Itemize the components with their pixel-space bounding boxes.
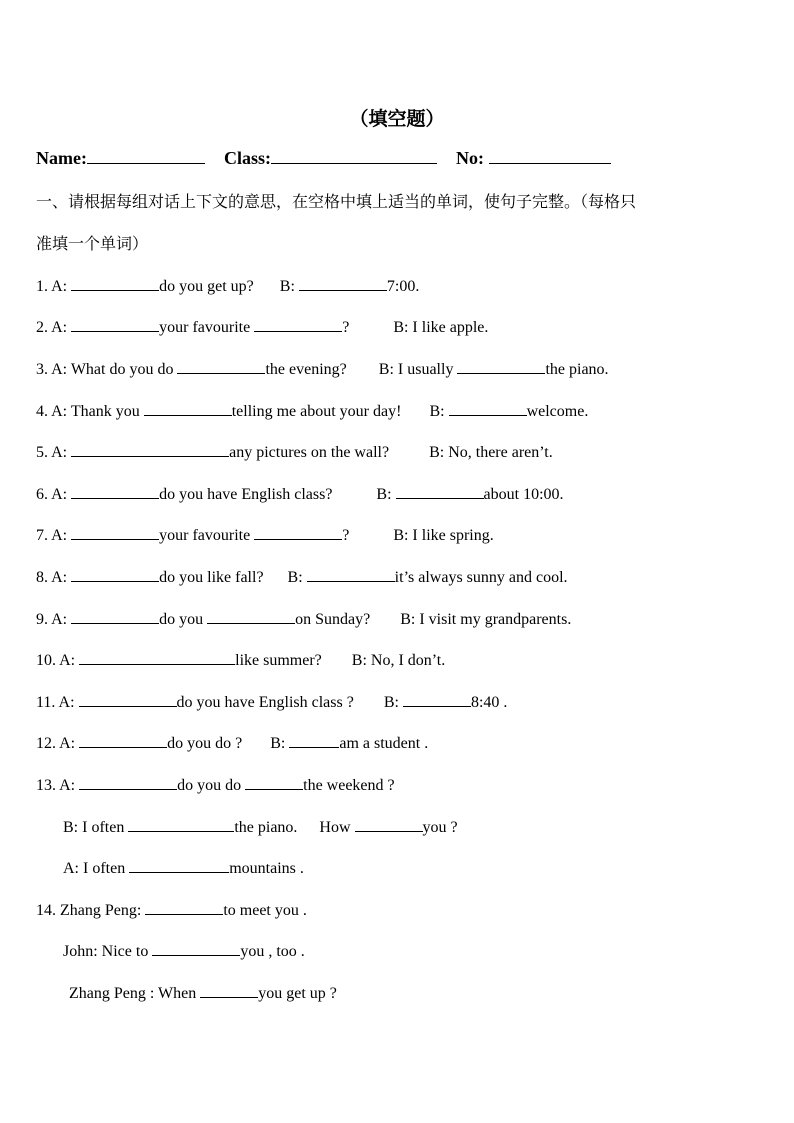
name-label: Name: xyxy=(36,148,87,168)
answer-blank[interactable] xyxy=(152,939,240,956)
question-4 xyxy=(36,399,588,421)
answer-text: B: I like apple. xyxy=(393,319,489,336)
answer-blank[interactable] xyxy=(307,565,395,582)
question-text: do you have English class ? xyxy=(176,694,354,711)
question-14 xyxy=(36,898,307,920)
answer-blank[interactable] xyxy=(71,482,159,499)
answer-label: B: I often xyxy=(63,819,125,836)
question-8 xyxy=(36,565,568,587)
class-label: Class: xyxy=(223,148,271,168)
no-blank[interactable] xyxy=(489,147,611,164)
question-10 xyxy=(36,648,445,670)
answer-blank[interactable] xyxy=(71,565,159,582)
instructions-line-2: 准填一个单词） xyxy=(36,234,149,253)
answer-text: you , too . xyxy=(240,943,305,960)
answer-blank[interactable] xyxy=(129,856,229,873)
question-text: ? xyxy=(342,319,350,336)
question-6 xyxy=(36,482,564,504)
answer-text: B: I visit my grandparents. xyxy=(400,611,572,628)
answer-blank[interactable] xyxy=(177,357,265,374)
answer-blank[interactable] xyxy=(71,523,159,540)
question-text: on Sunday? xyxy=(295,611,371,628)
name-blank[interactable] xyxy=(87,147,205,164)
question-text: do you have English class? xyxy=(159,486,333,503)
answer-label: B: xyxy=(279,278,295,295)
answer-text: am a student . xyxy=(339,735,429,752)
no-label: No: xyxy=(456,148,484,168)
answer-text: about 10:00. xyxy=(483,486,564,503)
question-text: your favourite xyxy=(159,527,251,544)
answer-blank[interactable] xyxy=(299,274,387,291)
answer-blank[interactable] xyxy=(79,690,177,707)
question-12 xyxy=(36,731,428,753)
question-number: 5. A: xyxy=(36,444,68,461)
question-text: to meet you . xyxy=(223,902,307,919)
answer-blank[interactable] xyxy=(457,357,545,374)
question-text: do you do ? xyxy=(167,735,243,752)
question-number: 9. A: xyxy=(36,611,68,628)
answer-label: B: xyxy=(376,486,392,503)
answer-text: it’s always sunny and cool. xyxy=(394,569,568,586)
answer-blank[interactable] xyxy=(245,773,303,790)
answer-blank[interactable] xyxy=(254,315,342,332)
question-number: 8. A: xyxy=(36,569,68,586)
question-number: 12. A: xyxy=(36,735,76,752)
answer-label: A: I often xyxy=(63,860,126,877)
question-text: any pictures on the wall? xyxy=(229,444,390,461)
question-14-reply-zhang xyxy=(69,981,337,1003)
answer-blank[interactable] xyxy=(449,399,527,416)
question-number: 14. Zhang Peng: xyxy=(36,902,142,919)
question-number: 11. A: xyxy=(36,694,75,711)
question-text: ? xyxy=(342,527,350,544)
question-text: do you xyxy=(159,611,204,628)
answer-text: B: No, I don’t. xyxy=(351,652,446,669)
question-3 xyxy=(36,357,609,379)
instructions-line-1: 一、请根据每组对话上下文的意思，在空格中填上适当的单词，使句子完整。（每格只 xyxy=(36,192,637,211)
answer-blank[interactable] xyxy=(355,815,423,832)
page-title: （填空题） xyxy=(349,108,445,130)
answer-blank[interactable] xyxy=(128,815,234,832)
question-number: 6. A: xyxy=(36,486,68,503)
answer-text: B: No, there aren’t. xyxy=(429,444,553,461)
answer-blank[interactable] xyxy=(145,898,223,915)
answer-blank[interactable] xyxy=(403,690,471,707)
answer-label: B: xyxy=(270,735,286,752)
answer-text: the piano. xyxy=(545,361,609,378)
answer-label: B: xyxy=(287,569,303,586)
answer-blank[interactable] xyxy=(200,981,258,998)
question-number: 10. A: xyxy=(36,652,76,669)
question-number: 2. A: xyxy=(36,319,68,336)
answer-blank[interactable] xyxy=(79,773,177,790)
student-info-line xyxy=(36,147,611,169)
answer-blank[interactable] xyxy=(144,399,232,416)
answer-blank[interactable] xyxy=(289,731,339,748)
question-number: 4. A: Thank you xyxy=(36,403,140,420)
question-text: your favourite xyxy=(159,319,251,336)
question-13-reply-b xyxy=(63,815,458,837)
answer-blank[interactable] xyxy=(71,607,159,624)
question-number: 1. A: xyxy=(36,278,68,295)
question-9 xyxy=(36,607,571,629)
question-2 xyxy=(36,315,488,337)
question-text: do you do xyxy=(177,777,242,794)
answer-blank[interactable] xyxy=(71,315,159,332)
answer-text: mountains . xyxy=(229,860,304,877)
answer-blank[interactable] xyxy=(207,607,295,624)
answer-text: you get up ? xyxy=(258,985,337,1002)
answer-label: John: Nice to xyxy=(63,943,149,960)
answer-text: the piano. xyxy=(234,819,298,836)
answer-text: you ? xyxy=(422,819,458,836)
question-1 xyxy=(36,274,419,296)
question-11 xyxy=(36,690,507,712)
question-text: the evening? xyxy=(265,361,347,378)
question-number: 13. A: xyxy=(36,777,76,794)
question-text: do you get up? xyxy=(159,278,254,295)
answer-label: Zhang Peng : When xyxy=(69,985,197,1002)
answer-text: How xyxy=(319,819,351,836)
answer-blank[interactable] xyxy=(71,440,229,457)
answer-label: B: xyxy=(429,403,445,420)
question-number: 3. A: What do you do xyxy=(36,361,174,378)
answer-text: 8:40 . xyxy=(470,694,508,711)
answer-blank[interactable] xyxy=(254,523,342,540)
question-number: 7. A: xyxy=(36,527,68,544)
answer-text: welcome. xyxy=(526,403,589,420)
answer-blank[interactable] xyxy=(396,482,484,499)
answer-text: 7:00. xyxy=(386,278,420,295)
question-text: do you like fall? xyxy=(159,569,264,586)
answer-blank[interactable] xyxy=(71,274,159,291)
question-5 xyxy=(36,440,553,462)
class-blank[interactable] xyxy=(271,147,437,164)
answer-blank[interactable] xyxy=(79,731,167,748)
question-13 xyxy=(36,773,395,795)
answer-text: B: I like spring. xyxy=(393,527,494,544)
question-text: the weekend ? xyxy=(303,777,395,794)
answer-blank[interactable] xyxy=(79,648,235,665)
question-text: like summer? xyxy=(235,652,322,669)
question-7 xyxy=(36,523,494,545)
answer-label: B: I usually xyxy=(378,361,454,378)
answer-label: B: xyxy=(383,694,399,711)
question-14-reply-john xyxy=(63,939,305,961)
question-13-reply-a xyxy=(63,856,304,878)
question-text: telling me about your day! xyxy=(231,403,402,420)
